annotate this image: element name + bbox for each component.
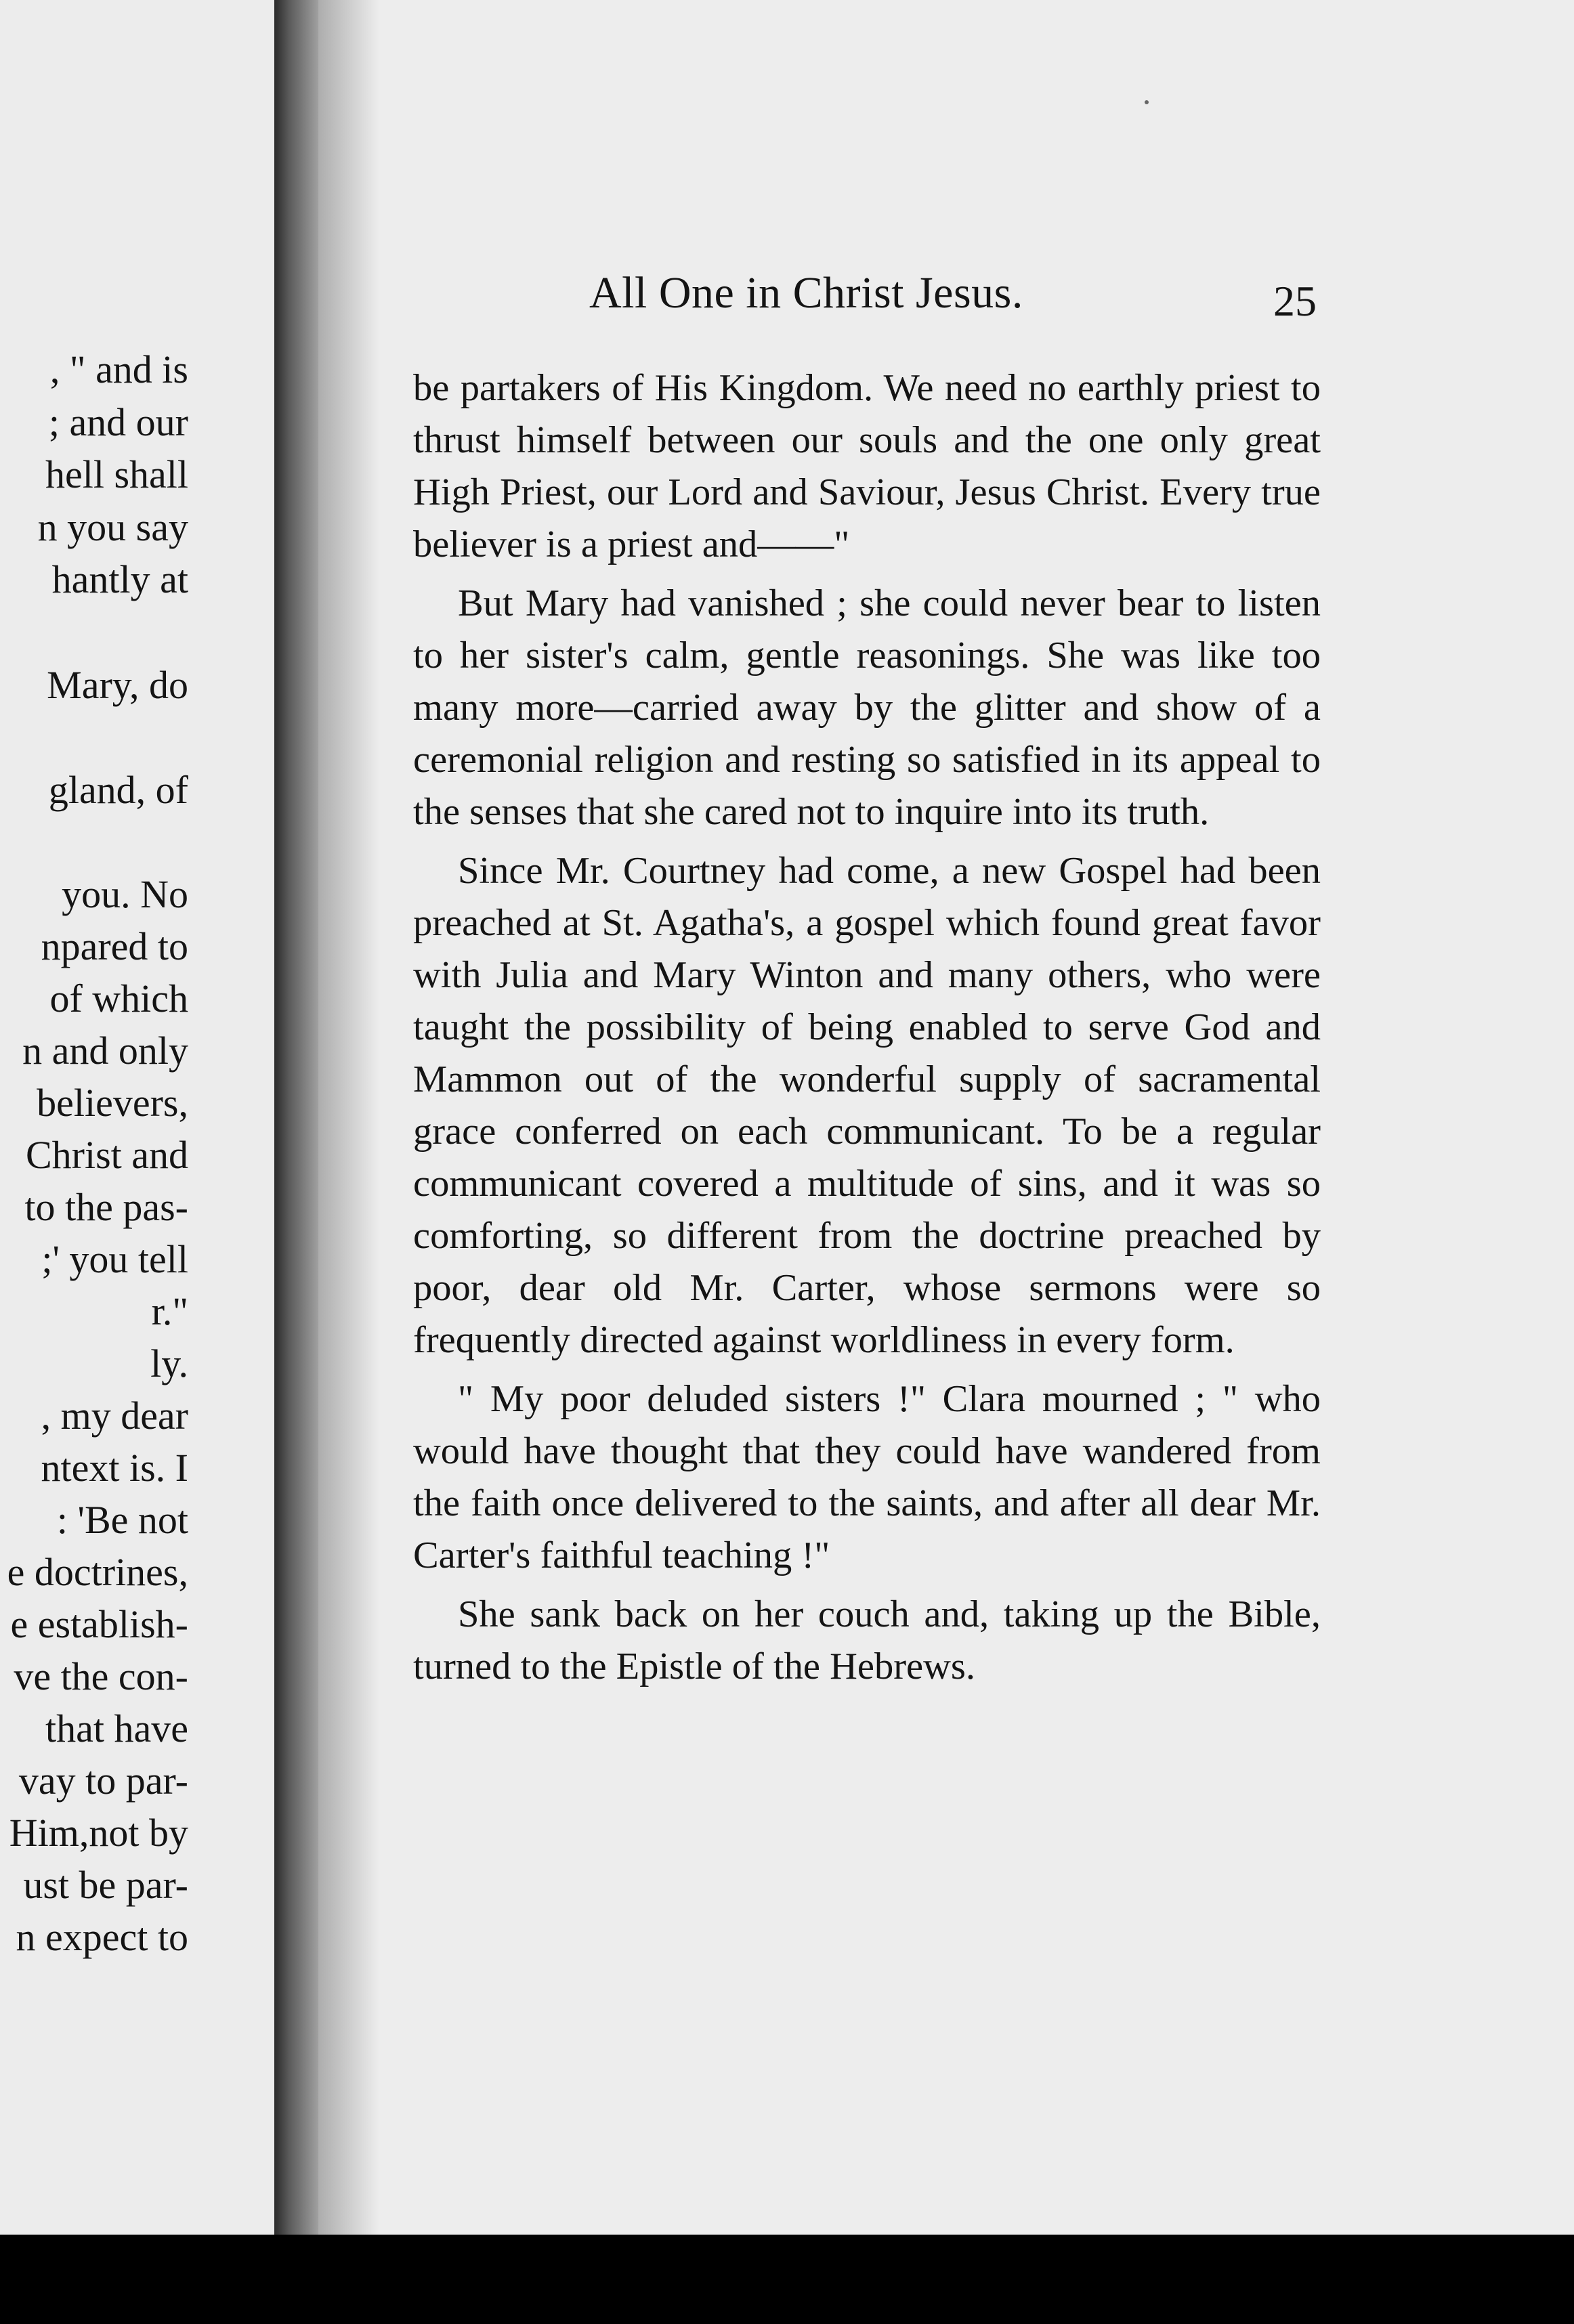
left-page-line: of which	[49, 976, 188, 1020]
left-page-line: : 'Be not	[56, 1498, 188, 1542]
left-page-line: ;' you tell	[41, 1237, 188, 1281]
paragraph: be partakers of His Kingdom. We need no earthly priest to thrust himself between our souls and the one only great High Priest, our Lord and Saviour, Jesus Christ. Every true believer is a priest and——"	[413, 367, 1321, 565]
left-page-line: n and only	[22, 1029, 188, 1073]
left-page-line: vay to par-	[18, 1759, 188, 1803]
left-page-line: n you say	[37, 505, 188, 549]
left-page-line: ve the con-	[14, 1654, 188, 1698]
left-page-line: r."	[151, 1289, 188, 1333]
left-page-line: that have	[45, 1706, 188, 1750]
paragraph: She sank back on her couch and, taking up the Bible, turned to the Epistle of the Hebrews.	[413, 1593, 1321, 1687]
left-page-line: to the pas-	[24, 1185, 188, 1229]
left-page-line: ust be par-	[23, 1863, 188, 1907]
left-page-line: , my dear	[41, 1394, 188, 1438]
left-page-line: ntext is. I	[41, 1446, 188, 1490]
left-page-line: Mary, do	[47, 663, 188, 707]
left-page-line: gland, of	[48, 768, 188, 812]
paragraph: Since Mr. Courtney had come, a new Gospel had been preached at St. Agatha's, a gospel which found great favor with Julia and Mary Winton and many others, who were taught the possibility of being enabled to serve God and Mammon out of the wonderful supply of sacramental grace conferred on each communicant. To be a regular communicant covered a multitude of sins, and it was so comforting, so different from the doctrine preached by poor, dear old Mr. Carter, whose sermons were so frequently directed against worldliness in every form.	[413, 850, 1321, 1361]
paragraph: " My poor deluded sisters !" Clara mourned ; " who would have thought that they could have wandered from the faith once delivered to the saints, and after all dear Mr. Carter's faithful teaching !"	[413, 1378, 1321, 1576]
scan-border	[0, 2235, 1574, 2324]
left-page-line: e doctrines,	[7, 1550, 188, 1594]
left-page-line: , " and is	[49, 347, 188, 391]
running-head: All One in Christ Jesus.	[589, 268, 1023, 318]
right-page	[318, 0, 1574, 2235]
paragraph: But Mary had vanished ; she could never bear to listen to her sister's calm, gentle reasonings. She was like too many more—carried away by the glitter and show of a ceremonial religion and resting so satisfied in its appeal to the senses that she cared not to inquire into its truth.	[413, 582, 1321, 833]
left-page-line: you. No	[62, 872, 188, 916]
left-page-line: ly.	[150, 1341, 188, 1385]
page-number: 25	[1273, 277, 1317, 325]
page-body	[413, 362, 1321, 1693]
left-page-line: npared to	[41, 924, 188, 968]
left-page-line: hantly at	[51, 557, 188, 601]
left-page-line: ; and our	[48, 400, 188, 444]
left-page-line: e establish-	[10, 1602, 188, 1646]
page-curl-shadow	[318, 0, 379, 2235]
left-page-line: believers,	[37, 1081, 188, 1125]
paper-speck	[1145, 100, 1149, 104]
left-page-line: Christ and	[25, 1133, 188, 1177]
left-page-line: n expect to	[16, 1915, 188, 1959]
left-page-fragment	[0, 0, 284, 2235]
left-page-line: hell shall	[45, 452, 188, 496]
left-page-line: Him,not by	[9, 1811, 188, 1855]
